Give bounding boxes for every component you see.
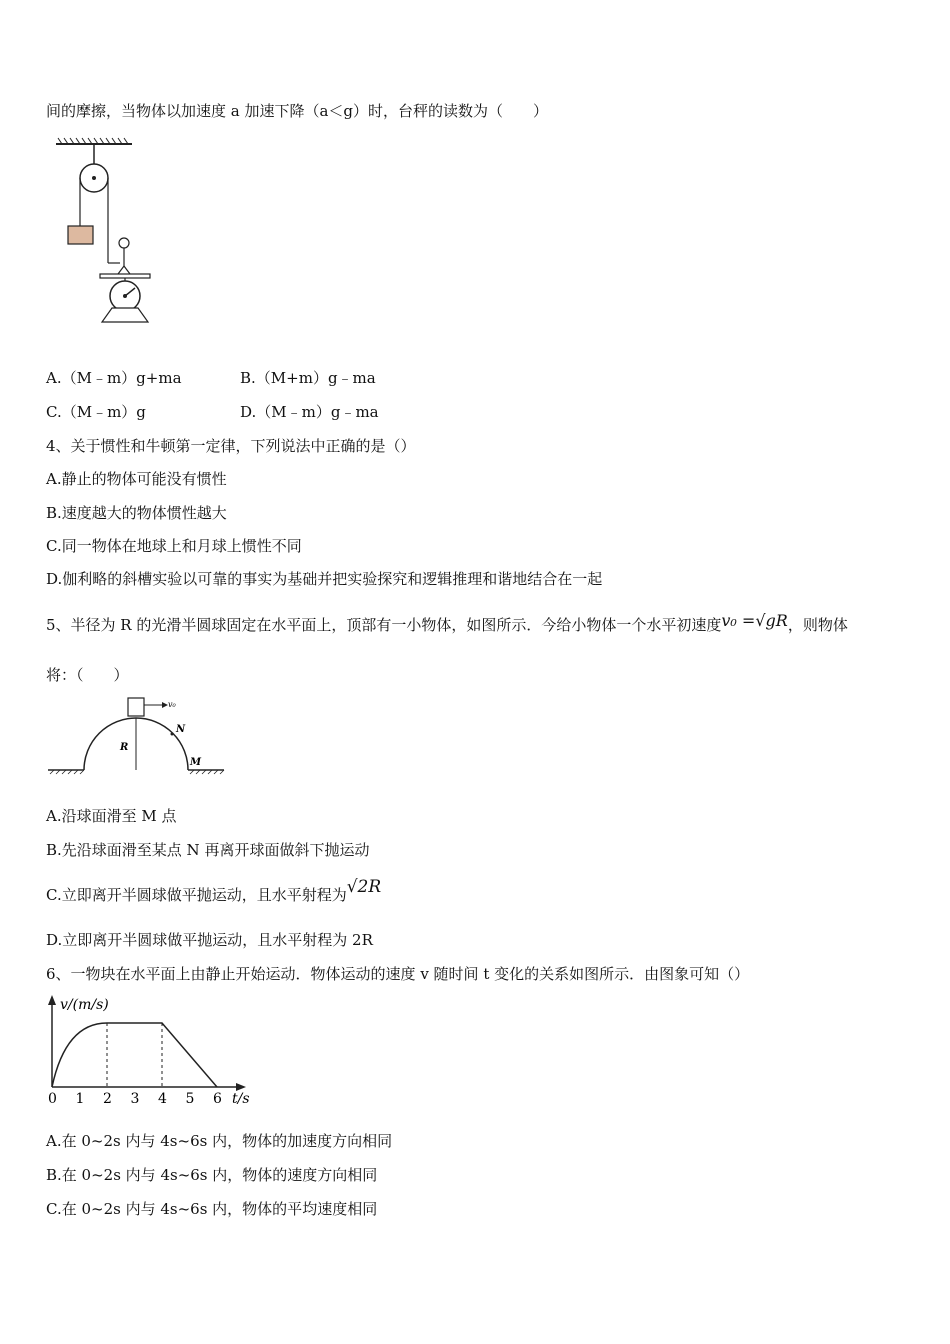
x-tick-label: 0: [48, 1091, 57, 1107]
x-tick-label: 4: [158, 1091, 167, 1107]
velocity-time-chart: [40, 995, 270, 1110]
y-axis-label: v/(m/s): [60, 997, 109, 1013]
q6-option-b[interactable]: B.在 0~2s 内与 4s~6s 内，物体的速度方向相同: [46, 1166, 378, 1184]
label-v0: v₀: [168, 700, 176, 709]
q6-stem: 6、一物块在水平面上由静止开始运动．物体运动的速度 v 随时间 t 变化的关系如图所示．由图象可知（）: [46, 965, 750, 983]
label-r: R: [120, 742, 129, 753]
q5-formula-v0: v₀ =√gR: [721, 611, 788, 630]
x-tick-label: 3: [130, 1091, 140, 1107]
x-axis-label: t/s: [232, 1091, 250, 1107]
q6-option-a[interactable]: A.在 0~2s 内与 4s~6s 内，物体的加速度方向相同: [46, 1132, 393, 1150]
velocity-curve: [52, 1023, 217, 1087]
q3-option-b[interactable]: B.（M+m）g﹣ma: [240, 369, 376, 387]
q3-option-d[interactable]: D.（M﹣m）g﹣ma: [240, 403, 379, 421]
label-n: N: [176, 724, 186, 735]
q5-option-c[interactable]: [46, 877, 382, 905]
q5-option-c-text: C.立即离开半圆球做平抛运动，且水平射程为: [46, 886, 347, 904]
q4-option-a[interactable]: A.静止的物体可能没有惯性: [46, 470, 227, 488]
label-m: M: [190, 757, 202, 768]
q4-option-c[interactable]: C.同一物体在地球上和月球上惯性不同: [46, 537, 302, 555]
q5-stem-part2: ，则物体: [787, 616, 848, 634]
q5-stem-line1: [46, 611, 848, 635]
q3-option-c[interactable]: C.（M﹣m）g: [46, 403, 146, 421]
q5-stem-line2: 将：（ ）: [46, 666, 129, 684]
q4-stem: 4、关于惯性和牛顿第一定律，下列说法中正确的是（）: [46, 437, 416, 455]
q3-option-a[interactable]: A.（M﹣m）g+ma: [46, 369, 182, 387]
q5-option-c-formula: √2R: [346, 877, 382, 897]
q3-stem-tail: 间的摩擦，当物体以加速度 a 加速下降（a＜g）时，台秤的读数为（ ）: [46, 102, 549, 120]
x-tick-label: 6: [213, 1091, 222, 1107]
q5-option-d[interactable]: D.立即离开半圆球做平抛运动，且水平射程为 2R: [46, 931, 373, 949]
x-axis-arrow: [236, 1083, 246, 1091]
y-axis-arrow: [48, 995, 56, 1005]
x-tick-label: 1: [75, 1091, 85, 1107]
x-tick-label: 2: [103, 1091, 112, 1107]
pulley-scale-figure: [50, 138, 160, 328]
q5-option-a[interactable]: A.沿球面滑至 M 点: [46, 807, 177, 825]
x-tick-label: 5: [185, 1091, 195, 1107]
hemisphere-figure: [48, 690, 228, 780]
q5-stem-part1: 5、半径为 R 的光滑半圆球固定在水平面上，顶部有一小物体，如图所示．今给小物体一个水平初速度: [46, 616, 722, 634]
q4-option-d[interactable]: D.伽利略的斜槽实验以可靠的事实为基础并把实验探究和逻辑推理和谐地结合在一起: [46, 570, 603, 588]
q4-option-b[interactable]: B.速度越大的物体惯性越大: [46, 504, 227, 522]
q5-option-b[interactable]: B.先沿球面滑至某点 N 再离开球面做斜下抛运动: [46, 841, 370, 859]
q6-option-c[interactable]: C.在 0~2s 内与 4s~6s 内，物体的平均速度相同: [46, 1200, 378, 1218]
